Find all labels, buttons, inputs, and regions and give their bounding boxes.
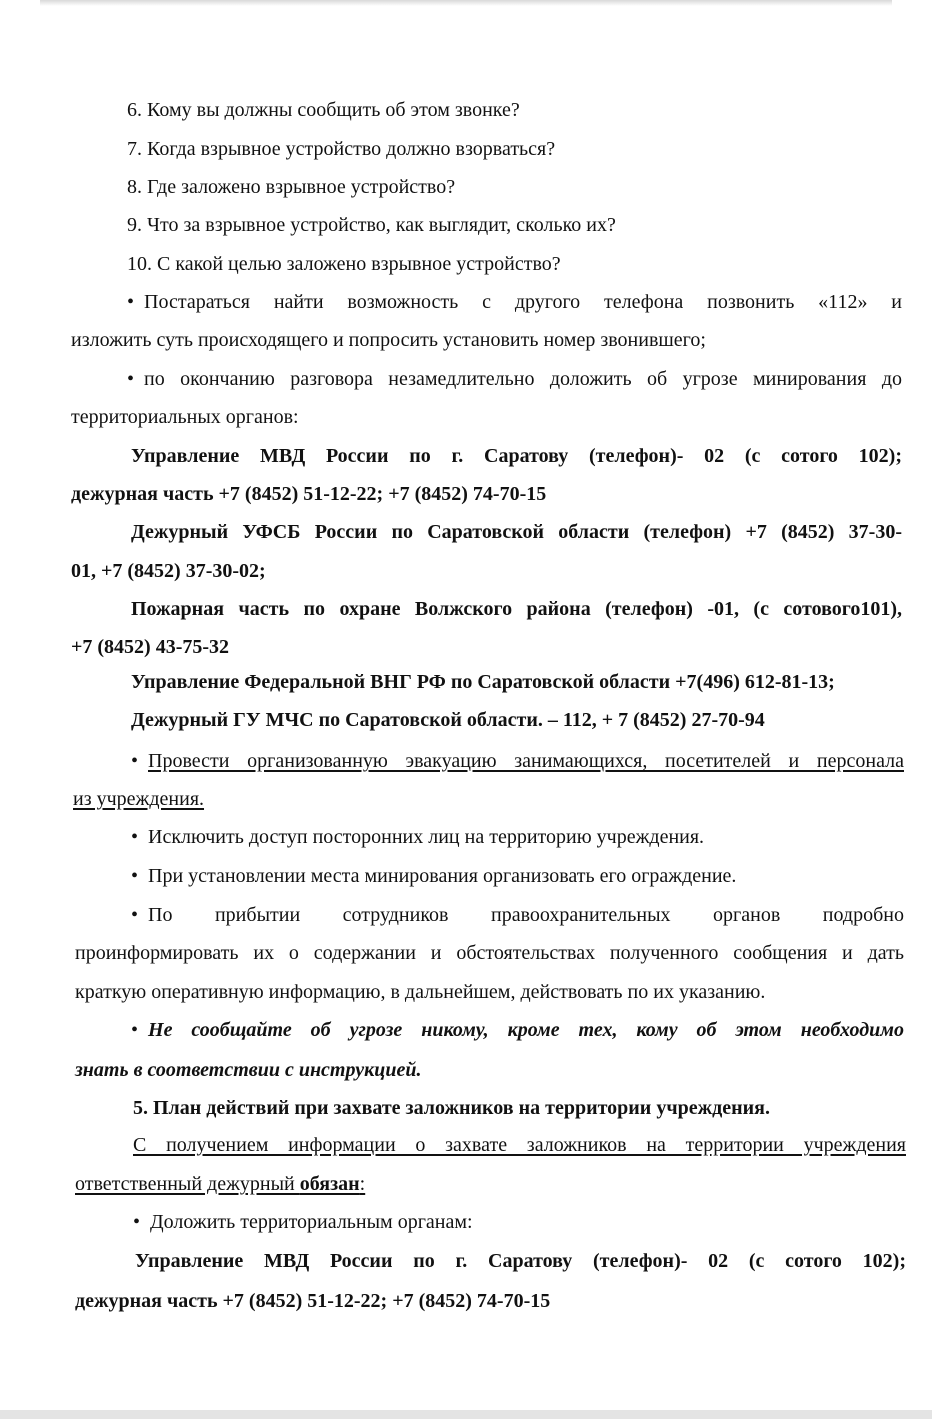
bullet-confidential: • Не сообщайте об угрозе никому, кроме тех, кому об этом необходимо: [131, 1019, 904, 1041]
bullet-report-cont: территориальных органов:: [71, 406, 299, 428]
hostage-intro-cont: ответственный дежурный обязан:: [75, 1173, 366, 1195]
scan-bottom-edge: [0, 1410, 932, 1419]
bullet-call-112: • Постараться найти возможность с другого телефона позвонить «112» и: [127, 291, 902, 313]
contact-mvd-2-cont: дежурная часть +7 (8452) 51-12-22; +7 (8452) 74-70-15: [75, 1290, 551, 1312]
contact-fire: Пожарная часть по охране Волжского района (телефон) -01, (с сотового101),: [131, 598, 902, 620]
bullet-inform: • По прибытии сотрудников правоохранительных органов подробно: [131, 904, 904, 926]
bullet-icon: •: [127, 291, 135, 313]
contact-mvd-cont: дежурная часть +7 (8452) 51-12-22; +7 (8452) 74-70-15: [71, 483, 547, 505]
contact-fire-cont: +7 (8452) 43-75-32: [71, 636, 230, 658]
contact-mvd-2: Управление МВД России по г. Саратову (телефон)- 02 (с сотого 102);: [135, 1250, 906, 1272]
bullet-fencing: • При установлении места минирования организовать его ограждение.: [131, 865, 737, 887]
question-9: 9. Что за взрывное устройство, как выглядит, сколько их?: [127, 214, 616, 236]
bullet-report: • по окончанию разговора незамедлительно доложить об угрозе минирования до: [127, 368, 902, 390]
contact-fsb: Дежурный УФСБ России по Саратовской области (телефон) +7 (8452) 37-30-: [131, 521, 902, 543]
bullet-icon: •: [131, 1019, 139, 1041]
bullet-inform-cont-2: краткую оперативную информацию, в дальнейшем, действовать по их указанию.: [75, 981, 766, 1003]
bullet-icon: •: [131, 826, 139, 848]
bullet-report-hostage: • Доложить территориальным органам:: [133, 1211, 473, 1233]
bullet-evacuation: • Провести организованную эвакуацию занимающихся, посетителей и персонала: [131, 750, 904, 772]
contact-mvd: Управление МВД России по г. Саратову (телефон)- 02 (с сотого 102);: [131, 445, 902, 467]
hostage-intro: С получением информации о захвате заложников на территории учреждения: [133, 1134, 906, 1156]
contact-vng: Управление Федеральной ВНГ РФ по Саратовской области +7(496) 612-81-13;: [131, 671, 835, 693]
bullet-call-112-cont: изложить суть происходящего и попросить установить номер звонившего;: [71, 329, 706, 351]
bullet-inform-cont-1: проинформировать их о содержании и обстоятельствах полученного сообщения и дать: [75, 942, 904, 964]
bullet-icon: •: [131, 865, 139, 887]
scan-top-edge: [40, 0, 892, 6]
question-8: 8. Где заложено взрывное устройство?: [127, 176, 456, 198]
question-7: 7. Когда взрывное устройство должно взорваться?: [127, 138, 556, 160]
bullet-icon: •: [131, 750, 139, 772]
question-6: 6. Кому вы должны сообщить об этом звонке?: [127, 99, 520, 121]
bullet-icon: •: [127, 368, 135, 390]
bullet-evacuation-cont: из учреждения.: [73, 788, 205, 810]
bullet-icon: •: [133, 1211, 141, 1233]
bullet-access: • Исключить доступ посторонних лиц на территорию учреждения.: [131, 826, 705, 848]
contact-mchs: Дежурный ГУ МЧС по Саратовской области. – 112, + 7 (8452) 27-70-94: [131, 709, 765, 731]
section-5-heading: 5. План действий при захвате заложников на территории учреждения.: [133, 1097, 770, 1119]
bullet-icon: •: [131, 904, 139, 926]
bullet-confidential-cont: знать в соответствии с инструкцией.: [75, 1059, 422, 1081]
contact-fsb-cont: 01, +7 (8452) 37-30-02;: [71, 560, 266, 582]
question-10: 10. С какой целью заложено взрывное устройство?: [127, 253, 561, 275]
